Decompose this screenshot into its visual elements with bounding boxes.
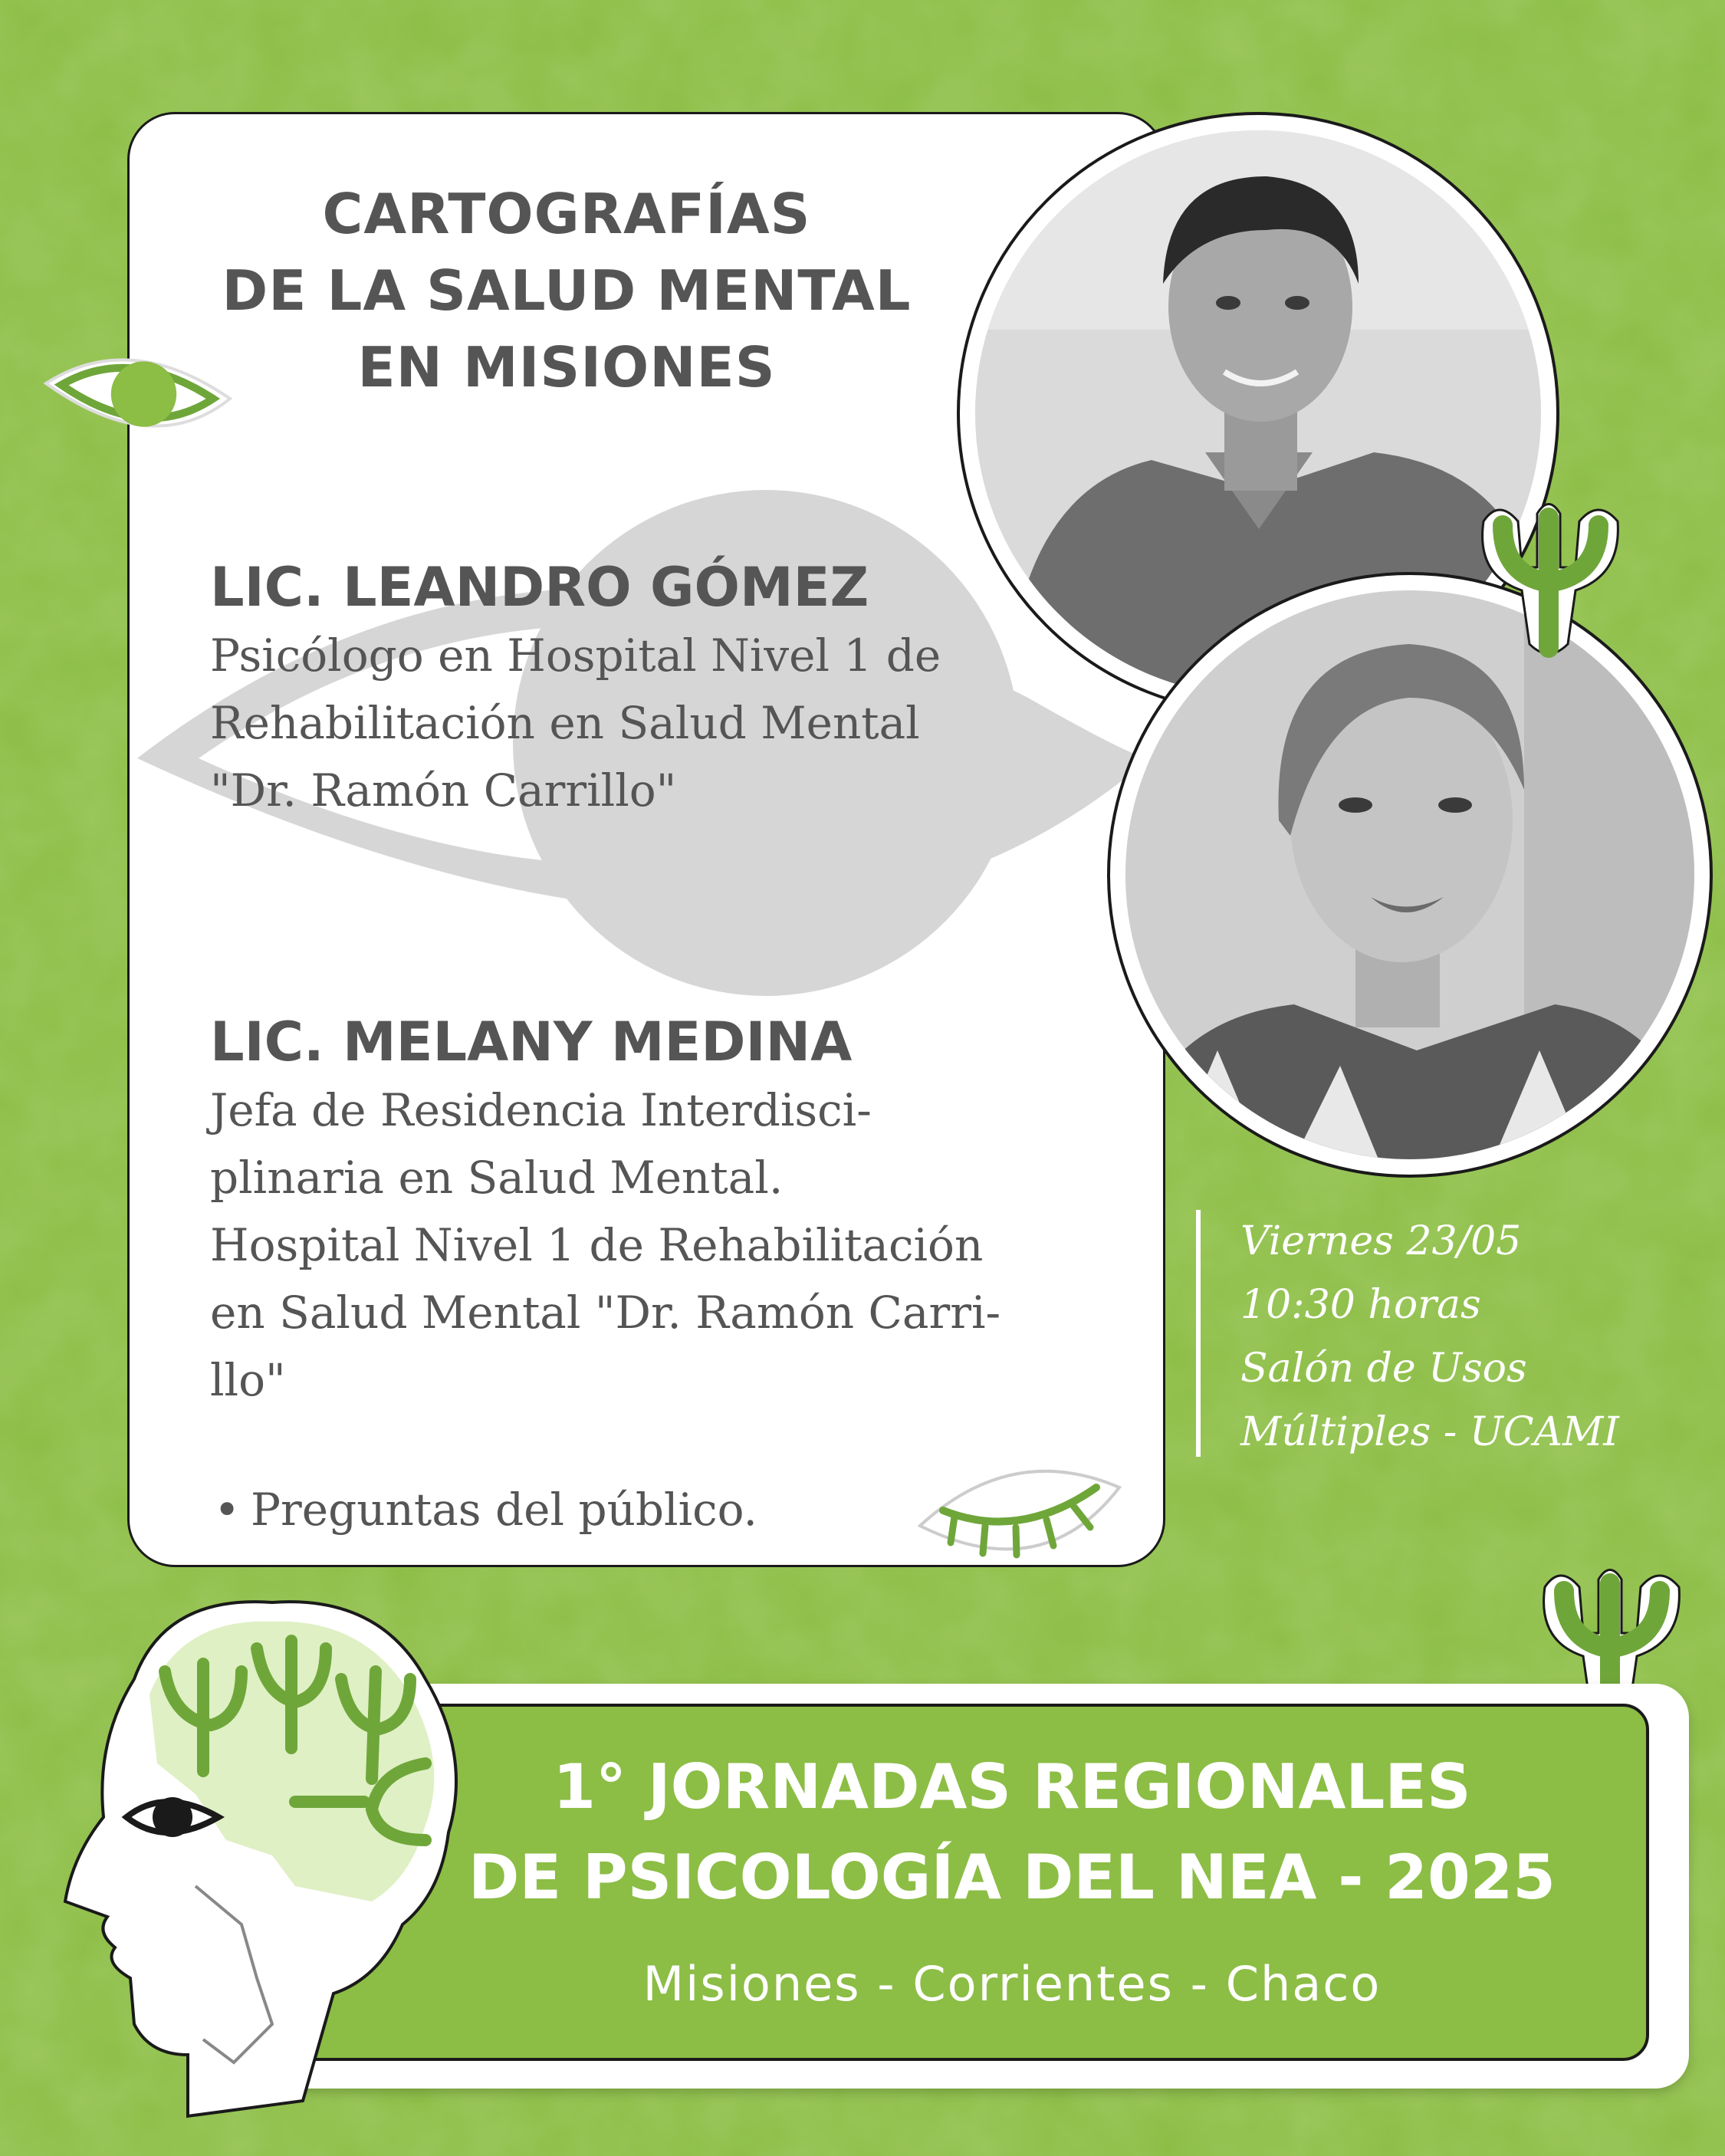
event-time: 10:30 horas	[1240, 1282, 1481, 1328]
event-details	[1196, 1210, 1619, 1457]
speaker-melany	[210, 1007, 1145, 1414]
bullet-text: Preguntas del público.	[251, 1484, 757, 1536]
closed-eye-sticker-icon	[912, 1457, 1127, 1572]
event-location: Salón de Usos	[1240, 1346, 1527, 1392]
banner-subtitle: Misiones - Corrientes - Chaco	[642, 1956, 1382, 2012]
banner-title-line: DE PSICOLOGÍA DEL NEA - 2025	[468, 1842, 1556, 1913]
page-title	[130, 176, 1004, 406]
event-location: Múltiples - UCAMI	[1240, 1409, 1619, 1455]
title-line: CARTOGRAFÍAS	[322, 182, 811, 246]
speaker-role: Jefa de Residencia Interdisci- plinaria en Salud Mental. Hospital Nivel 1 de Rehabilitación en Salud Mental "Dr. Ramón Carri- llo"	[210, 1084, 1001, 1406]
head-profile-icon	[42, 1564, 472, 2131]
title-line: EN MISIONES	[357, 335, 776, 399]
speaker-leandro	[210, 553, 1130, 824]
eye-sticker-icon	[38, 337, 245, 452]
banner-title	[429, 1742, 1595, 1923]
speaker-name: LIC. LEANDRO GÓMEZ	[210, 556, 869, 619]
speaker-name: LIC. MELANY MEDINA	[210, 1011, 853, 1073]
bullet-item	[214, 1479, 757, 1540]
event-date: Viernes 23/05	[1240, 1218, 1522, 1264]
photo-melany-inner	[1125, 590, 1694, 1159]
psi-sticker-icon	[1460, 491, 1637, 667]
person-portrait-icon	[1125, 590, 1694, 1159]
title-line: DE LA SALUD MENTAL	[222, 258, 912, 323]
bullet-dot-icon: •	[214, 1484, 241, 1536]
speaker-role: Psicólogo en Hospital Nivel 1 de Rehabilitación en Salud Mental "Dr. Ramón Carrillo"	[210, 629, 941, 817]
banner-title-line: 1° JORNADAS REGIONALES	[553, 1751, 1471, 1822]
